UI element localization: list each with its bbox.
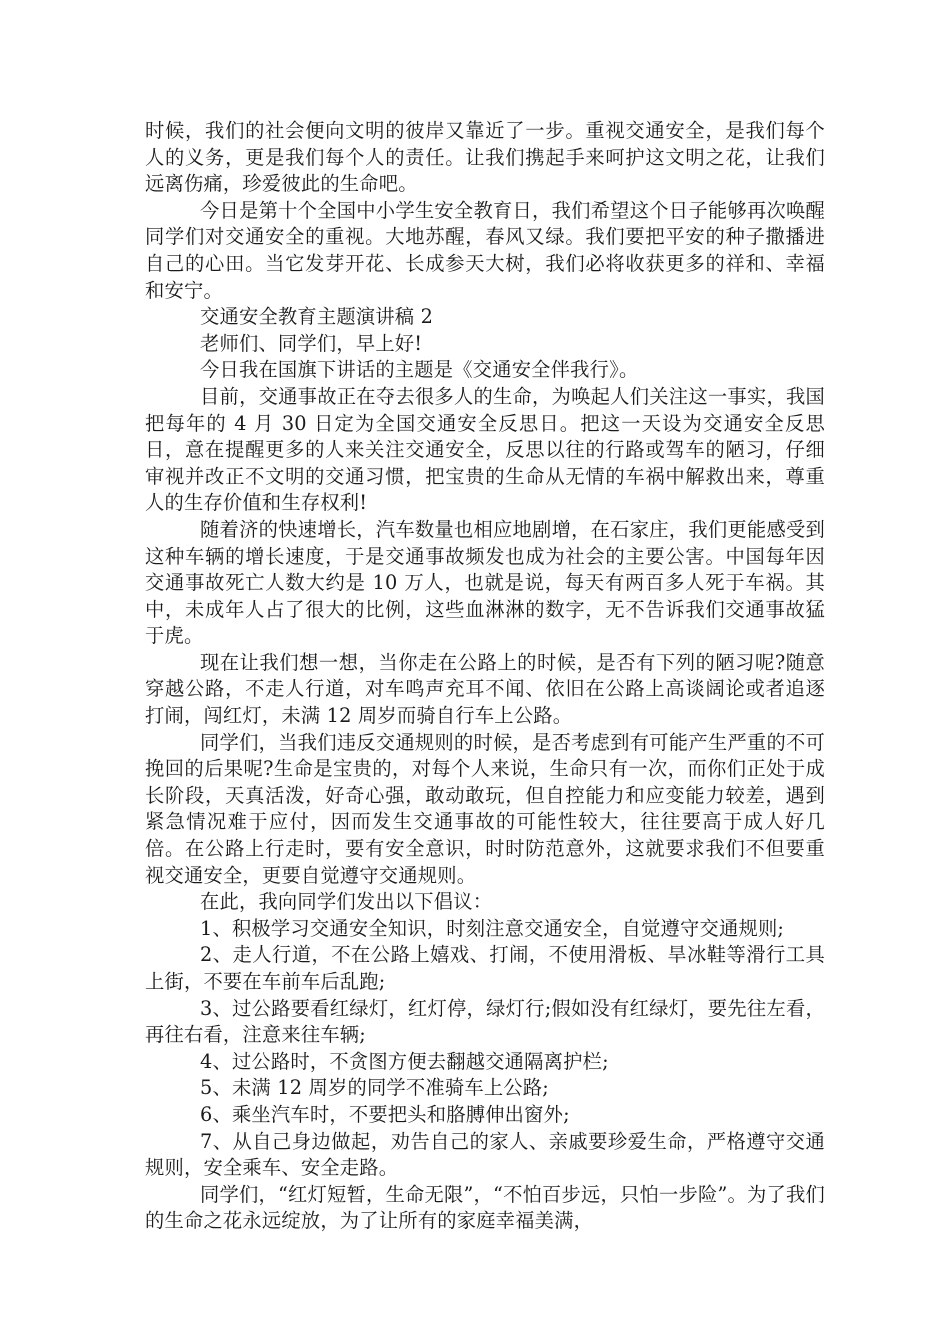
paragraph: 在此，我向同学们发出以下倡议： <box>200 890 493 914</box>
paragraph: 时候，我们的社会便向文明的彼岸又靠近了一步。重视交通安全，是我们每个人的义务，更是我们每个人的责任。让我们携起手来呵护这文明之花，让我们远离伤痛，珍爱彼此的生命吧。 <box>145 119 825 196</box>
paragraph: 现在让我们想一想，当你走在公路上的时候，是否有下列的陋习呢?随意穿越公路，不走人行道，对车鸣声充耳不闻、依旧在公路上高谈阔论或者追逐打闹，闯红灯，未满 12 周岁而骑自行车上公路。 <box>145 650 825 728</box>
list-item: 4、过公路时，不贪图方便去翻越交通隔离护栏; <box>200 1049 609 1073</box>
section-heading: 交通安全教育主题演讲稿 2 <box>200 305 434 329</box>
list-item: 7、从自己身边做起，劝告自己的家人、亲戚要珍爱生命，严格遵守交通规则，安全乘车、安全走路。 <box>145 1129 825 1180</box>
paragraph: 今日是第十个全国中小学生安全教育日，我们希望这个日子能够再次唤醒同学们对交通安全的重视。大地苏醒，春风又绿。我们要把平安的种子撒播进自己的心田。当它发芽开花、长成参天大树，我们必将收获更多的祥和、幸福和安宁。 <box>145 198 825 302</box>
list-item: 2、走人行道，不在公路上嬉戏、打闹，不使用滑板、旱冰鞋等滑行工具上街，不要在车前车后乱跑; <box>145 943 825 993</box>
paragraph: 随着济的快速增长，汽车数量也相应地剧增，在石家庄，我们更能感受到这种车辆的增长速度，于是交通事故频发也成为社会的主要公害。中国每年因交通事故死亡人数大约是 10 万人，也就是说，每天有两百多人死于车祸。其中，未成年人占了很大的比例，这些血淋淋的数字，无不告诉我们交通事故猛于虎。 <box>145 517 825 648</box>
list-item: 3、过公路要看红绿灯，红灯停，绿灯行;假如没有红绿灯，要先往左看，再往右看，注意来往车辆; <box>145 996 825 1047</box>
paragraph: 目前，交通事故正在夺去很多人的生命，为唤起人们关注这一事实，我国把每年的 4 月 30 日定为全国交通安全反思日。把这一天设为交通安全反思日，意在提醒更多的人来关注交通安全，反思以往的行路或驾车的陋习，仔细审视并改正不文明的交通习惯，把宝贵的生命从无情的车祸中解救出来，尊重人的生存价值和生存权利! <box>145 384 825 515</box>
greeting: 老师们、同学们，早上好! <box>200 331 423 355</box>
paragraph: 同学们，“红灯短暂，生命无限”，“不怕百步远，只怕一步险”。为了我们的生命之花永远绽放，为了让所有的家庭幸福美满， <box>145 1182 825 1233</box>
paragraph: 今日我在国旗下讲话的主题是《交通安全伴我行》。 <box>200 358 639 382</box>
list-item: 5、未满 12 周岁的同学不准骑车上公路; <box>200 1076 549 1100</box>
list-item: 6、乘坐汽车时，不要把头和胳膊伸出窗外; <box>200 1102 570 1126</box>
list-item: 1、积极学习交通安全知识，时刻注意交通安全，自觉遵守交通规则; <box>200 916 785 940</box>
paragraph: 同学们，当我们违反交通规则的时候，是否考虑到有可能产生严重的不可挽回的后果呢?生命是宝贵的，对每个人来说，生命只有一次，而你们正处于成长阶段，天真活泼，好奇心强，敢动敢玩，但自控能力和应变能力较差，遇到紧急情况难于应付，因而发生交通事故的可能性较大，往往要高于成人好几倍。在公路上行走时，要有安全意识，时时防范意外，这就要求我们不但要重视交通安全，更要自觉遵守交通规则。 <box>145 730 825 887</box>
document-body <box>145 118 825 1235</box>
